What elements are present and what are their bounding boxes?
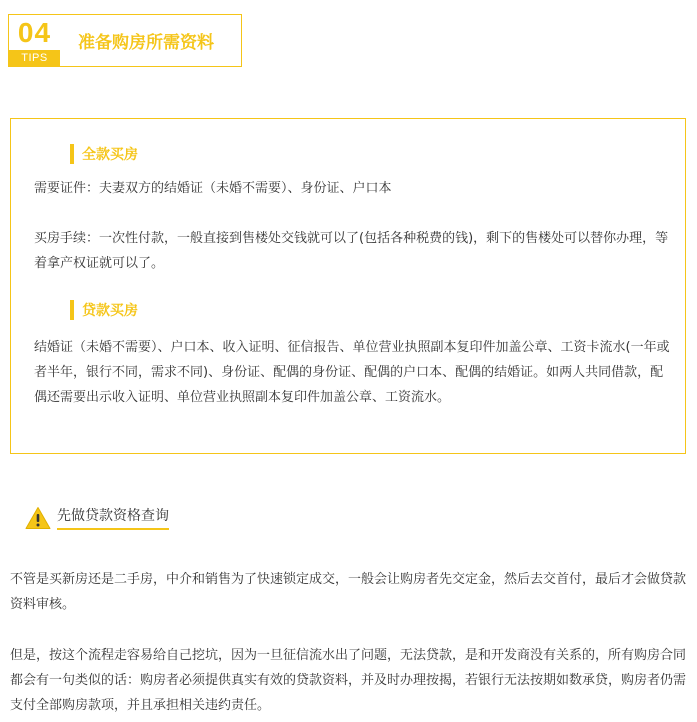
warning-icon xyxy=(25,506,51,530)
section-title: 准备购房所需资料 xyxy=(78,33,214,53)
section-header xyxy=(8,14,242,67)
info-box xyxy=(10,118,686,454)
heading-bar xyxy=(70,300,74,320)
full-payment-heading xyxy=(70,144,138,164)
full-payment-documents: 需要证件：夫妻双方的结婚证（未婚不需要）、身份证、户口本 xyxy=(34,181,392,196)
body-paragraph-1: 不管是买新房还是二手房，中介和销售为了快速锁定成交，一般会让购房者先交定金，然后去交首付，最后才会做贷款资料审核。 xyxy=(10,572,687,612)
tips-label: TIPS xyxy=(9,50,60,66)
loan-payment-documents: 结婚证（未婚不需要）、户口本、收入证明、征信报告、单位营业执照副本复印件加盖公章、工资卡流水(一年或者半年，银行不同，需求不同)、身份证、配偶的身份证、配偶的户口本、配偶的结婚证。如两人共同借款，配偶还需要出示收入证明、单位营业执照副本复印件加盖公章、工资流水。 xyxy=(34,340,670,405)
tips-badge xyxy=(9,15,60,66)
loan-payment-heading-text: 贷款买房 xyxy=(82,303,138,319)
notice-heading xyxy=(25,505,169,530)
heading-bar xyxy=(70,144,74,164)
full-payment-heading-text: 全款买房 xyxy=(82,147,138,163)
full-payment-procedure: 买房手续：一次性付款，一般直接到售楼处交钱就可以了(包括各种税费的钱)，剩下的售楼处可以替你办理，等着拿产权证就可以了。 xyxy=(34,231,669,271)
loan-payment-heading xyxy=(70,300,138,320)
section-number: 04 xyxy=(17,16,52,48)
body-paragraph-2: 但是，按这个流程走容易给自己挖坑，因为一旦征信流水出了问题，无法贷款，是和开发商没有关系的，所有购房合同都会有一句类似的话：购房者必须提供真实有效的贷款资料，并及时办理按揭，若银行无法按期如数承贷，购房者仍需支付全部购房款项，并且承担相关违约责任。 xyxy=(10,648,687,713)
notice-title: 先做贷款资格查询 xyxy=(57,505,169,530)
